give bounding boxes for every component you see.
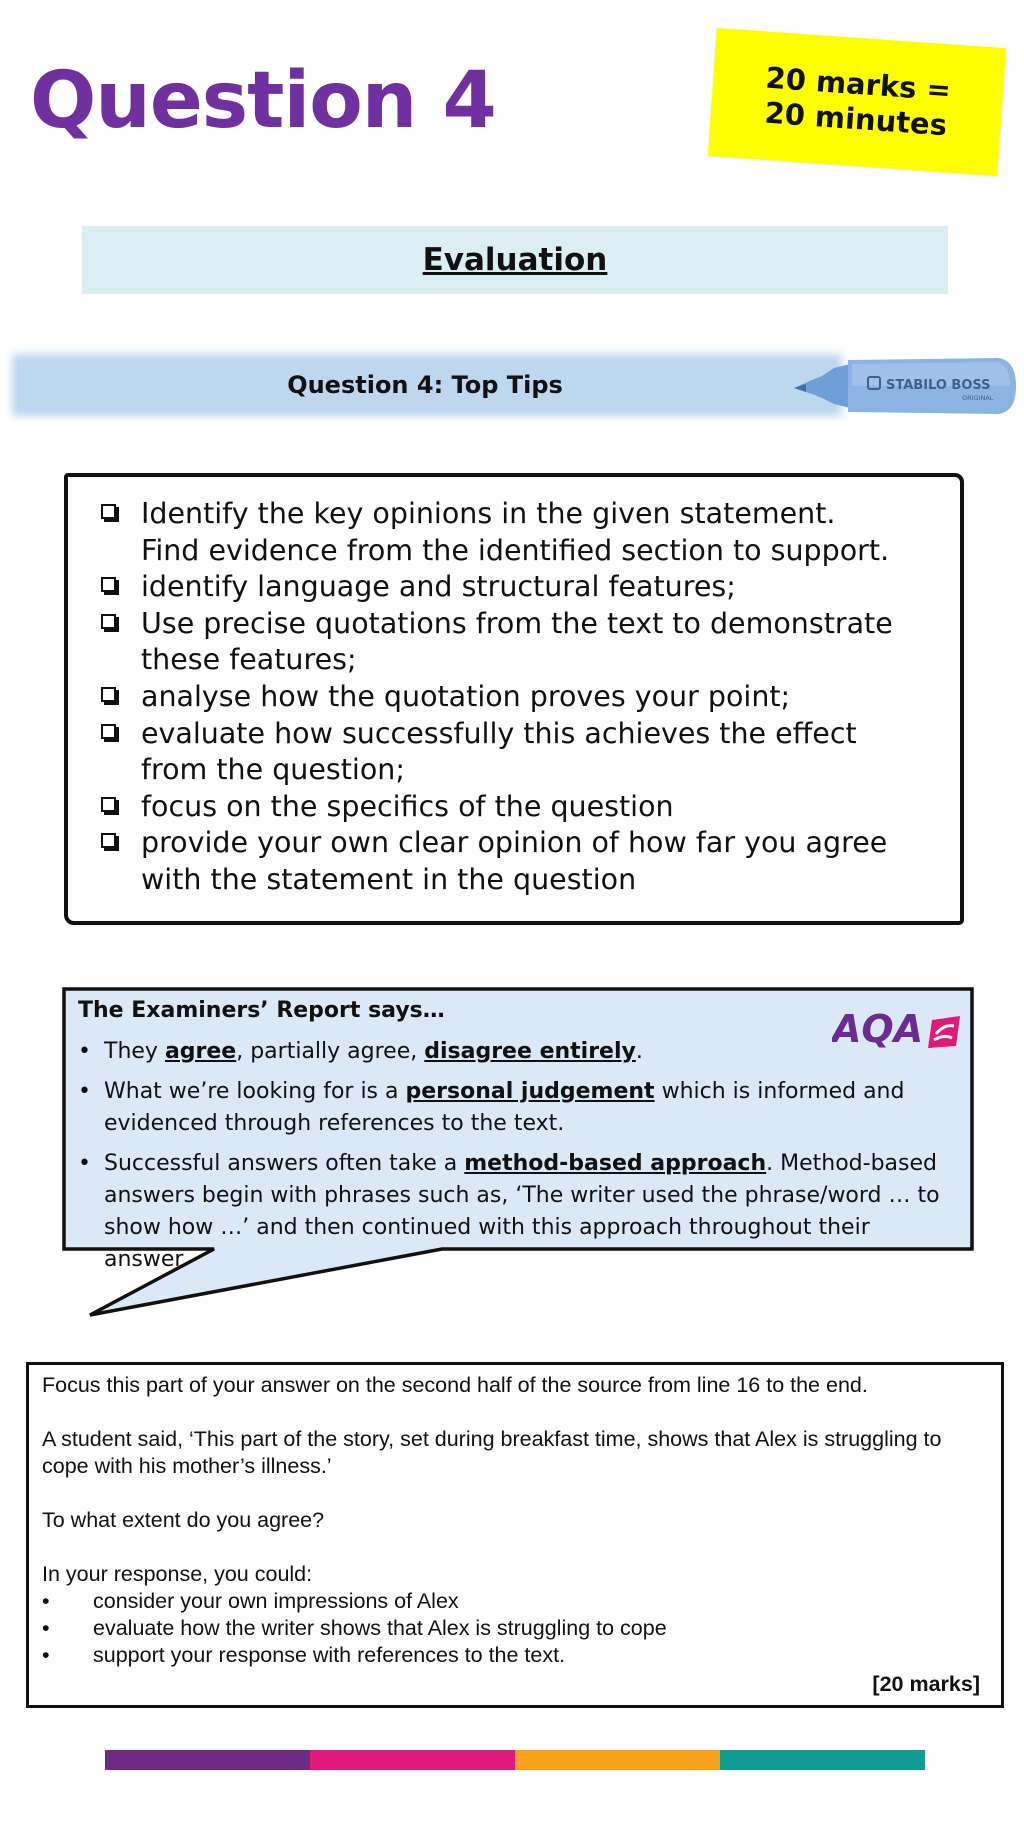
examiners-report-list — [78, 1036, 958, 1284]
sticky-note-line2: 20 minutes — [763, 95, 949, 143]
highlighter-pen-icon — [792, 354, 1018, 418]
list-item: • They agree, partially agree, disagree entirely. — [78, 1036, 958, 1068]
list-item: • Successful answers often take a method-based approach. Method-based answers begin with phrases such as, ‘The writer used the phrase/word … to show how …’ and then continued with this approach throughout their answer. — [78, 1148, 958, 1276]
checkbox-icon — [101, 797, 116, 812]
evaluation-title: Evaluation — [422, 242, 608, 278]
color-bar-segment — [105, 1750, 310, 1770]
examiners-report-heading: The Examiners’ Report says… — [78, 998, 445, 1023]
sticky-note-line1: 20 marks = — [764, 60, 952, 108]
color-bar — [105, 1750, 925, 1770]
checkbox-icon — [101, 614, 116, 629]
list-item: • support your response with references to the text. — [42, 1642, 990, 1669]
list-item: • evaluate how the writer shows that Alex is struggling to cope — [42, 1615, 990, 1642]
page-title: Question 4 — [30, 56, 496, 146]
svg-text:AQA: AQA — [832, 1007, 924, 1051]
checkbox-icon — [101, 687, 116, 702]
question-text — [42, 1372, 990, 1669]
highlighter-sub: ORIGINAL — [962, 394, 994, 402]
question-guidance: In your response, you could: — [42, 1562, 313, 1586]
question-bullets — [42, 1588, 990, 1669]
question-prompt: To what extent do you agree? — [42, 1508, 325, 1532]
aqa-logo — [832, 1004, 962, 1054]
tip-item: analyse how the quotation proves your point; — [98, 679, 898, 716]
sticky-note — [708, 28, 1006, 176]
top-tips-title: Question 4: Top Tips — [287, 371, 563, 399]
color-bar-segment — [515, 1750, 720, 1770]
top-tips-list — [98, 496, 898, 899]
tip-item: provide your own clear opinion of how far you agree with the statement in the question — [98, 825, 898, 898]
tip-item: evaluate how successfully this achieves the effect from the question; — [98, 716, 898, 789]
color-bar-segment — [310, 1750, 515, 1770]
tip-item: Identify the key opinions in the given statement. Find evidence from the identified section to support. — [98, 496, 898, 569]
checkbox-icon — [101, 833, 116, 848]
question-marks: [20 marks] — [872, 1672, 980, 1696]
evaluation-banner — [82, 226, 948, 294]
tip-item: Use precise quotations from the text to demonstrate these features; — [98, 606, 898, 679]
tip-item: identify language and structural features; — [98, 569, 898, 606]
list-item: • What we’re looking for is a personal judgement which is informed and evidenced through references to the text. — [78, 1076, 958, 1140]
checkbox-icon — [101, 724, 116, 739]
list-item: • consider your own impressions of Alex — [42, 1588, 990, 1615]
question-statement: A student said, ‘This part of the story, set during breakfast time, shows that Alex is struggling to cope with his mother’s illness.’ — [42, 1427, 942, 1478]
checkbox-icon — [101, 577, 116, 592]
tip-item: focus on the specifics of the question — [98, 789, 898, 826]
question-instruction: Focus this part of your answer on the second half of the source from line 16 to the end. — [42, 1373, 868, 1397]
checkbox-icon — [101, 504, 116, 519]
color-bar-segment — [720, 1750, 925, 1770]
highlighter-brand: STABILO BOSS — [886, 378, 991, 393]
